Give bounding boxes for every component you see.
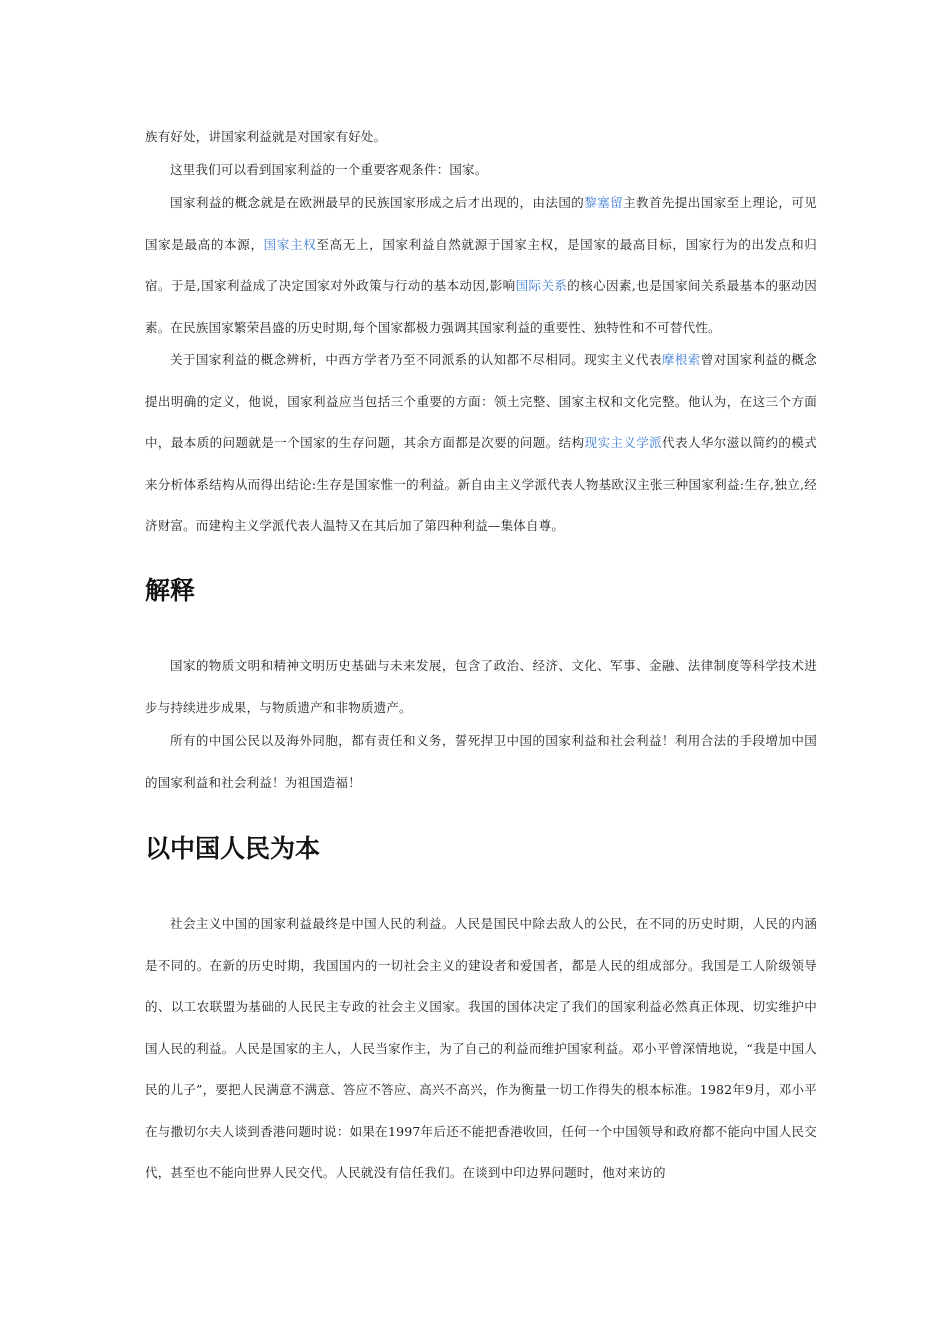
paragraph-objective-condition: 这里我们可以看到国家利益的一个重要客观条件：国家。 <box>170 162 488 177</box>
paragraph-concept-origin: 国家利益的概念就是在欧洲最早的民族国家形成之后才出现的，由法国的黎塞留主教首先提出国家至上理论，可见国家是最高的本源，国家主权至高无上，国家利益自然就源于国家主权，是国家的最高目标，国家行为的出发点和归宿。于是,国家利益成了决定国家对外政策与行动的基本动因,影响国际关系的核心因素,也是国家间关系最基本的驱动因素。在民族国家繁荣昌盛的历史时期,每个国家都极力强调其国家利益的重要性、独特性和不可替代性。 <box>145 195 817 335</box>
paragraph-concept-analysis: 关于国家利益的概念辨析，中西方学者乃至不同派系的认知都不尽相同。现实主义代表摩根索曾对国家利益的概念提出明确的定义，他说，国家利益应当包括三个重要的方面：领土完整、国家主权和文化完整。他认为，在这三个方面中，最本质的问题就是一个国家的生存问题，其余方面都是次要的问题。结构现实主义学派代表人华尔滋以简约的模式来分析体系结构从而得出结论:生存是国家惟一的利益。新自由主义学派代表人物基欧汉主张三种国家利益:生存,独立,经济财富。而建构主义学派代表人温特又在其后加了第四种利益—集体自尊。 <box>145 352 817 533</box>
heading-people-centered: 以中国人民为本 <box>145 834 321 863</box>
link-international-relations[interactable]: 国际关系 <box>515 278 568 293</box>
link-morgenthau[interactable]: 摩根索 <box>661 352 701 367</box>
paragraph-citizens-duty: 所有的中国公民以及海外同胞，都有责任和义务，誓死捍卫中国的国家利益和社会利益！利用合法的手段增加中国的国家利益和社会利益！为祖国造福！ <box>145 733 817 790</box>
paragraph-continuation: 族有好处，讲国家利益就是对国家有好处。 <box>145 129 387 144</box>
paragraph-people-centered: 社会主义中国的国家利益最终是中国人民的利益。人民是国民中除去敌人的公民，在不同的历史时期，人民的内涵是不同的。在新的历史时期，我国国内的一切社会主义的建设者和爱国者，都是人民的组成部分。我国是工人阶级领导的、以工农联盟为基础的人民民主专政的社会主义国家。我国的国体决定了我们的国家利益必然真正体现、切实维护中国人民的利益。人民是国家的主人，人民当家作主，为了自己的利益而维护国家利益。邓小平曾深情地说，“我是中国人民的儿子”，要把人民满意不满意、答应不答应、高兴不高兴，作为衡量一切工作得失的根本标准。1982年9月，邓小平在与撒切尔夫人谈到香港问题时说：如果在1997年后还不能把香港收回，任何一个中国领导和政府都不能向中国人民交代，甚至也不能向世界人民交代。人民就没有信任我们。在谈到中印边界问题时，他对来访的 <box>145 916 817 1180</box>
link-realism-school[interactable]: 现实主义学派 <box>584 435 663 450</box>
link-national-sovereignty[interactable]: 国家主权 <box>263 236 317 252</box>
heading-explanation: 解释 <box>145 576 196 605</box>
link-richelieu[interactable]: 黎塞留 <box>584 195 624 210</box>
paragraph-explanation: 国家的物质文明和精神文明历史基础与未来发展，包含了政治、经济、文化、军事、金融、法律制度等科学技术进步与持续进步成果，与物质遗产和非物质遗产。 <box>145 658 817 715</box>
